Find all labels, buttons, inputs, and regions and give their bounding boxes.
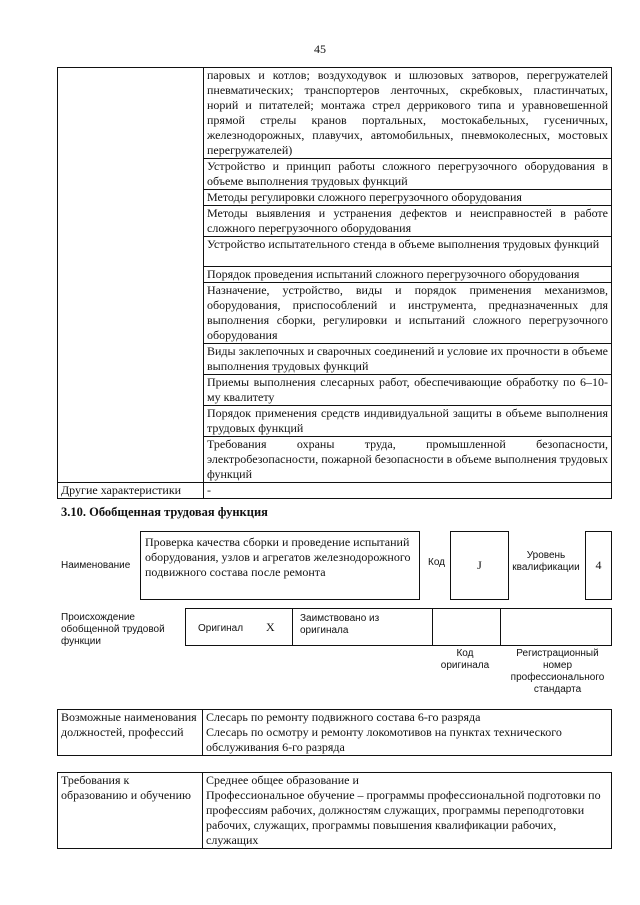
divider [500, 609, 501, 645]
knowledge-table [57, 67, 612, 499]
positions-values [203, 710, 612, 756]
code-value-box [450, 531, 509, 600]
level-value-box [585, 531, 612, 600]
knowledge-item: Виды заклепочных и сварочных соединений и условие их прочности в объеме выполнения трудовых функций [204, 344, 612, 375]
position-item: Слесарь по ремонту подвижного состава 6-го разряда [206, 710, 481, 724]
knowledge-item: Порядок применения средств индивидуальной защиты в объеме выполнения трудовых функций [204, 406, 612, 437]
education-item: Среднее общее образование и [206, 773, 359, 787]
divider [292, 609, 293, 645]
origin-label: Происхождение обобщенной трудовой функции [61, 612, 165, 647]
knowledge-item: Порядок проведения испытаний сложного перегрузочного оборудования [204, 267, 612, 283]
table-row [58, 710, 612, 756]
knowledge-item: Назначение, устройство, виды и порядок применения механизмов, оборудования, приспособлений и инструмента, предназначенных для выполнения сборки, регулировки и испытаний сложного перегрузочного оборудования [204, 283, 612, 344]
other-characteristics-label: Другие характеристики [58, 483, 204, 499]
level-value: 4 [595, 558, 602, 572]
knowledge-item: Требования охраны труда, промышленной безопасности, электробезопасности, пожарной безопасности в объеме выполнения трудовых функций [204, 437, 612, 483]
education-values [203, 773, 612, 849]
original-label: Оригинал [198, 623, 244, 634]
education-item: Профессиональное обучение – программы профессиональной подготовки по профессиям рабочих, должностям служащих, программы переподготовки рабочих, служащих, программы повышения квалификации рабочих, служащих [206, 788, 601, 847]
knowledge-item: Приемы выполнения слесарных работ, обеспечивающие обработку по 6–10-му квалитету [204, 375, 612, 406]
table-row [58, 68, 612, 159]
knowledge-item: паровых и котлов; воздуходувок и шлюзовых затворов, перегружателей пневматических; транспортеров ленточных, скребковых, пластинчатых, норий и питателей; монтажа стрел деррикового типа и уравновешенной прямой стрелы кранов портальных, мостокабельных, гусеничных, железнодорожных, плавучих, автомобильных, пневмоколесных, мостовых перегружателей) [204, 68, 612, 159]
knowledge-label-cell [58, 68, 204, 483]
knowledge-item: Методы регулировки сложного перегрузочного оборудования [204, 190, 612, 206]
borrowed-label: Заимствовано из оригинала [300, 613, 380, 636]
name-value: Проверка качества сборки и проведение испытаний оборудования, узлов и агрегатов железнодорожного подвижного состава после ремонта [145, 535, 411, 579]
level-label: Уровень квалификации [512, 550, 580, 573]
knowledge-item: Методы выявления и устранения дефектов и неисправностей в работе сложного перегрузочного оборудования [204, 206, 612, 237]
table-row [58, 483, 612, 499]
positions-table [57, 709, 612, 756]
positions-label: Возможные наименования должностей, профессий [58, 710, 203, 756]
code-original-label: Код оригинала [440, 648, 490, 671]
education-table [57, 772, 612, 849]
education-label: Требования к образованию и обучению [58, 773, 203, 849]
origin-row [185, 608, 612, 646]
name-label: Наименование [61, 560, 131, 571]
original-mark: X [266, 620, 275, 634]
code-label: Код [428, 557, 446, 568]
reg-number-label: Регистрационный номер профессионального стандарта [510, 648, 605, 695]
name-value-box [140, 531, 420, 600]
code-value: J [477, 558, 482, 572]
knowledge-item: Устройство и принцип работы сложного перегрузочного оборудования в объеме выполнения трудовых функций [204, 159, 612, 190]
divider [432, 609, 433, 645]
table-row [58, 773, 612, 849]
other-characteristics-value: - [204, 483, 612, 499]
section-title: 3.10. Обобщенная трудовая функция [61, 505, 268, 519]
knowledge-item: Устройство испытательного стенда в объеме выполнения трудовых функций [204, 237, 612, 267]
page-number: 45 [314, 42, 326, 56]
position-item: Слесарь по осмотру и ремонту локомотивов на пунктах технического обслуживания 6-го разряда [206, 725, 562, 754]
